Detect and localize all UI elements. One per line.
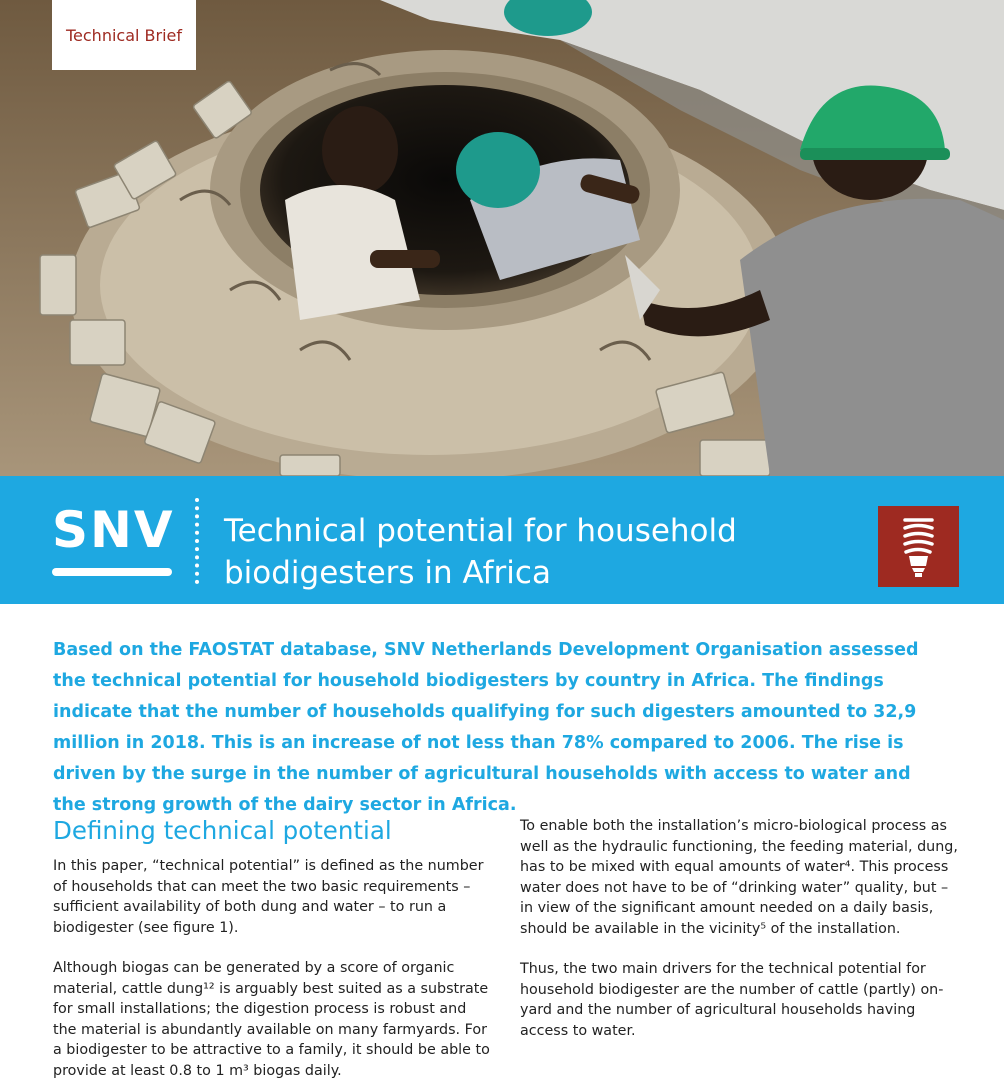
snv-logo-text: SNV [52, 501, 175, 559]
hero-photo [0, 0, 1004, 476]
left-column [53, 814, 493, 1081]
left-paragraph-1: In this paper, “technical potential” is defined as the number of households that can meet the two basic requirements – sufficient availability of both dung and water – to run a biodigester (see figure 1). [53, 858, 484, 936]
biodigester-construction-photo [0, 0, 1004, 476]
title-line-1: Technical potential for household [224, 513, 737, 549]
title-line-2: biodigesters in Africa [224, 555, 551, 591]
snv-logo [52, 501, 175, 572]
technical-brief-tag: Technical Brief [52, 0, 196, 70]
right-column [520, 816, 960, 1041]
section-heading: Defining technical potential [53, 816, 392, 845]
right-paragraph-1: To enable both the installation’s micro-biological process as well as the hydraulic functioning, the feeding material, dung, has to be mixed with equal amounts of water⁴. This process water does not have to be of “drinking water” quality, but –in view of the significant amount needed on a daily basis, should be available in the vicinity⁵ of the installation. [520, 818, 958, 937]
right-paragraph-2: Thus, the two main drivers for the technical potential for household biodigester are the number of cattle (partly) on-yard and the number of agricultural households having access to water. [520, 961, 944, 1039]
page-title [224, 510, 824, 594]
intro-paragraph: Based on the FAOSTAT database, SNV Netherlands Development Organisation assessed the technical potential for household biodigesters by country in Africa. The findings indicate that the number of households qualifying for such digesters amounted to 32,9 million in 2018. This is an increase of not less than 78% compared to 2006. The rise is driven by the surge in the number of agricultural households with access to water and the strong growth of the dairy sector in Africa. [53, 640, 919, 815]
title-band [0, 476, 1004, 604]
left-paragraph-2: Although biogas can be generated by a score of organic material, cattle dung¹² is arguably best suited as a substrate for small installations; the digestion process is robust and the material is abundantly available on many farmyards. For a biodigester to be attractive to a family, it should be able to provide at least 0.8 to 1 m³ biogas daily. [53, 960, 490, 1079]
energy-bulb-icon [878, 506, 959, 587]
dotted-divider [195, 498, 199, 584]
snv-logo-underline [52, 568, 172, 576]
